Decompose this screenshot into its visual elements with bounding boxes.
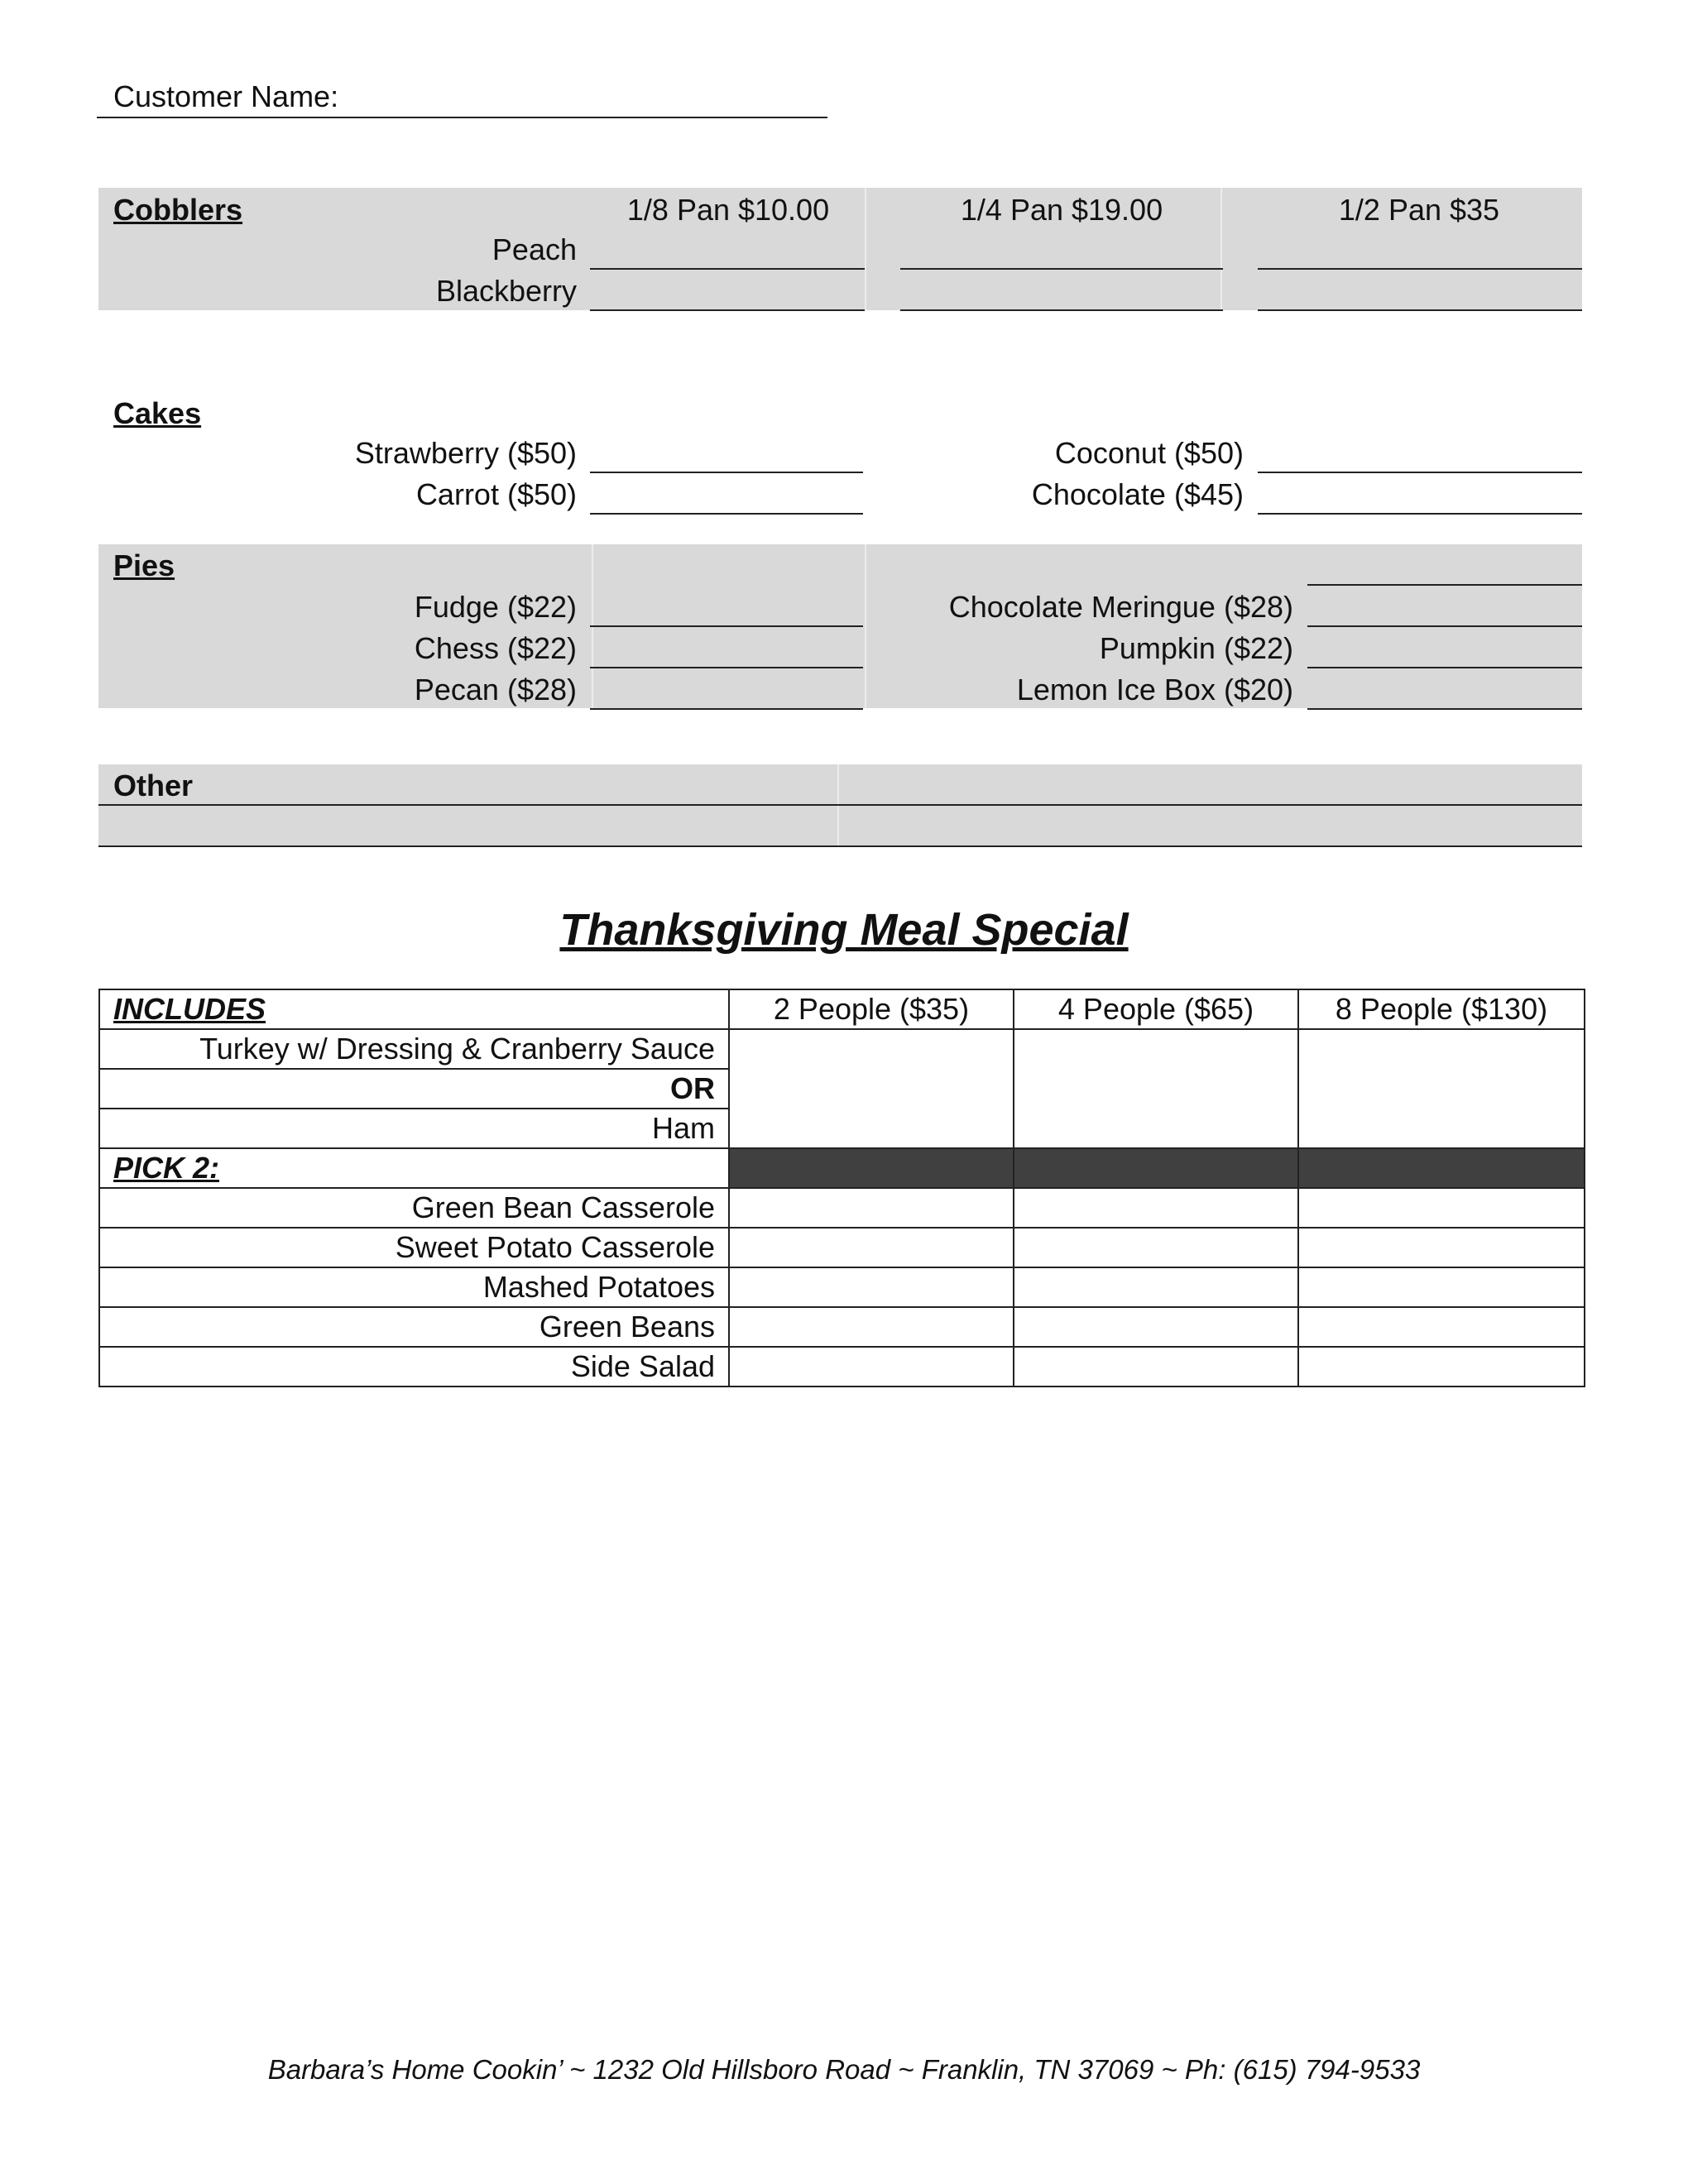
side-green-bean-casserole: Green Bean Casserole bbox=[99, 1188, 729, 1228]
main-4-people-cell[interactable] bbox=[1014, 1029, 1298, 1148]
pie-fudge-label: Fudge ($22) bbox=[414, 590, 577, 624]
pie-pecan-field[interactable] bbox=[590, 708, 863, 710]
cobbler-size-half: 1/2 Pan $35 bbox=[1338, 193, 1500, 227]
pie-chess-field[interactable] bbox=[590, 667, 863, 668]
table-row bbox=[99, 1228, 1585, 1267]
pie-pumpkin-label: Pumpkin ($22) bbox=[1099, 631, 1293, 665]
side-side-salad: Side Salad bbox=[99, 1347, 729, 1387]
customer-name-line[interactable] bbox=[97, 117, 827, 118]
footer-contact: Barbara’s Home Cookin’ ~ 1232 Old Hillsboro Road ~ Franklin, TN 37069 ~ Ph: (615) 794-9533 bbox=[267, 2054, 1421, 2085]
thanksgiving-order-table bbox=[98, 989, 1585, 1387]
table-row bbox=[99, 1347, 1585, 1387]
side-sweet-potato-casserole: Sweet Potato Casserole bbox=[99, 1228, 729, 1267]
cake-strawberry-label: Strawberry ($50) bbox=[354, 436, 577, 470]
table-row bbox=[99, 1029, 1585, 1069]
pie-fudge-field[interactable] bbox=[590, 625, 863, 627]
table-row bbox=[99, 1188, 1585, 1228]
main-8-people-cell[interactable] bbox=[1298, 1029, 1585, 1148]
pie-chess-label: Chess ($22) bbox=[414, 631, 577, 665]
column-8-people: 8 People ($130) bbox=[1298, 989, 1585, 1029]
cake-carrot-label: Carrot ($50) bbox=[415, 477, 577, 511]
table-header-row bbox=[99, 989, 1585, 1029]
pick-2-header: PICK 2: bbox=[99, 1148, 729, 1188]
cakes-heading: Cakes bbox=[113, 396, 202, 430]
main-2-people-cell[interactable] bbox=[729, 1029, 1014, 1148]
customer-name-label: Customer Name: bbox=[113, 79, 339, 113]
side-green-beans: Green Beans bbox=[99, 1307, 729, 1347]
side-mashed-potatoes: Mashed Potatoes bbox=[99, 1267, 729, 1307]
includes-header: INCLUDES bbox=[99, 989, 729, 1029]
cobblers-heading: Cobblers bbox=[113, 193, 243, 227]
table-row bbox=[99, 1267, 1585, 1307]
turkey-label: Turkey w/ Dressing & Cranberry Sauce bbox=[99, 1029, 729, 1069]
cake-chocolate-label: Chocolate ($45) bbox=[1031, 477, 1244, 511]
pie-chocolate-meringue-field[interactable] bbox=[1307, 625, 1582, 627]
cake-coconut-field[interactable] bbox=[1258, 472, 1582, 473]
cake-coconut-label: Coconut ($50) bbox=[1054, 436, 1244, 470]
peach-quarter-field[interactable] bbox=[900, 268, 1223, 270]
pie-chocolate-meringue-label: Chocolate Meringue ($28) bbox=[948, 590, 1293, 624]
pie-top-rule bbox=[1307, 584, 1582, 586]
pie-lemon-ice-box-label: Lemon Ice Box ($20) bbox=[1016, 673, 1293, 706]
column-4-people: 4 People ($65) bbox=[1014, 989, 1298, 1029]
other-field-1[interactable] bbox=[98, 804, 1582, 806]
other-heading: Other bbox=[113, 769, 194, 802]
blackberry-eighth-field[interactable] bbox=[590, 309, 865, 311]
cobbler-size-eighth: 1/8 Pan $10.00 bbox=[626, 193, 830, 227]
blackberry-half-field[interactable] bbox=[1258, 309, 1582, 311]
or-label: OR bbox=[99, 1069, 729, 1109]
cobbler-peach-label: Peach bbox=[492, 232, 577, 266]
pies-heading: Pies bbox=[113, 548, 175, 582]
peach-eighth-field[interactable] bbox=[590, 268, 865, 270]
cobbler-size-quarter: 1/4 Pan $19.00 bbox=[960, 193, 1163, 227]
pick-header-row bbox=[99, 1148, 1585, 1188]
cake-chocolate-field[interactable] bbox=[1258, 513, 1582, 515]
other-field-2[interactable] bbox=[98, 845, 1582, 847]
table-row bbox=[99, 1307, 1585, 1347]
pie-pecan-label: Pecan ($28) bbox=[414, 673, 577, 706]
ham-label: Ham bbox=[99, 1109, 729, 1148]
cake-strawberry-field[interactable] bbox=[590, 472, 863, 473]
pie-pumpkin-field[interactable] bbox=[1307, 667, 1582, 668]
peach-half-field[interactable] bbox=[1258, 268, 1582, 270]
blackberry-quarter-field[interactable] bbox=[900, 309, 1223, 311]
column-2-people: 2 People ($35) bbox=[729, 989, 1014, 1029]
thanksgiving-title: Thanksgiving Meal Special bbox=[559, 905, 1129, 955]
pie-lemon-ice-box-field[interactable] bbox=[1307, 708, 1582, 710]
cake-carrot-field[interactable] bbox=[590, 513, 863, 515]
cobbler-blackberry-label: Blackberry bbox=[435, 274, 577, 308]
